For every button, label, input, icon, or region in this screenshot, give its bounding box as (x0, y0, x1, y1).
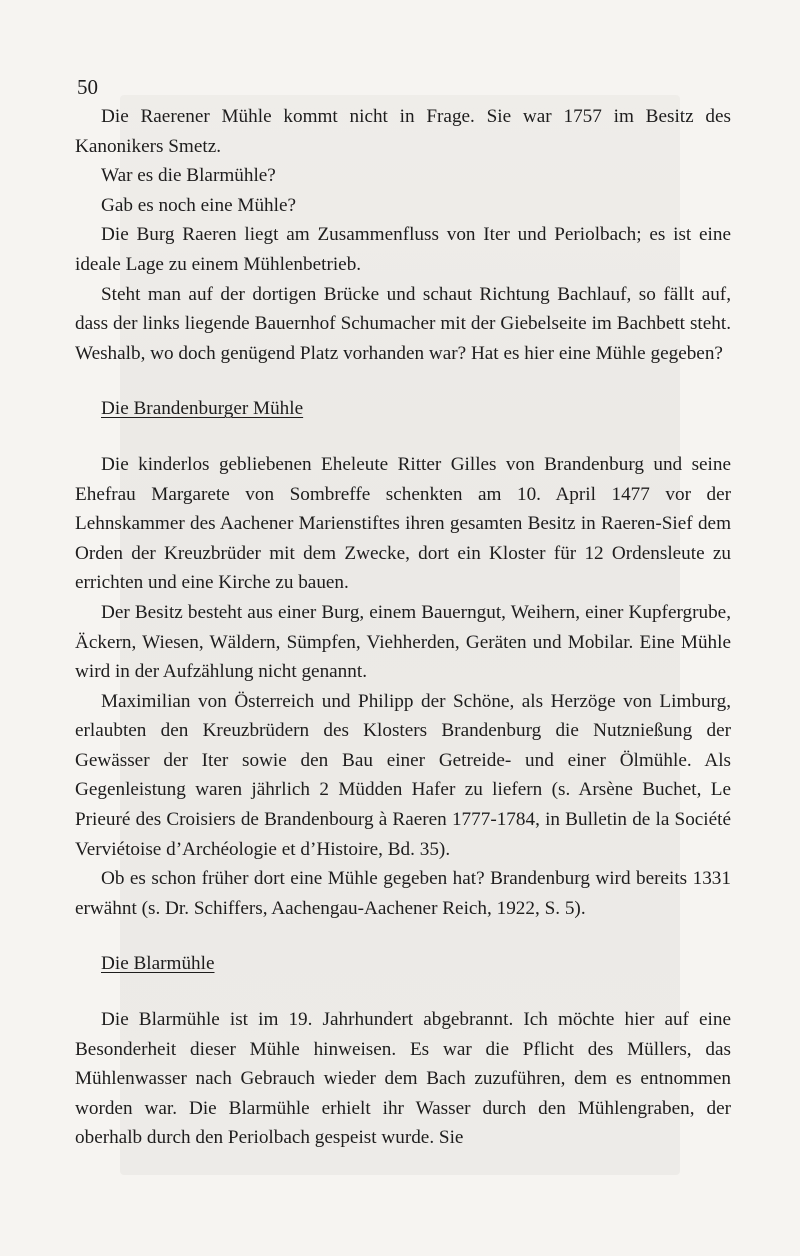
brandenburg-paragraph-2: Der Besitz besteht aus einer Burg, einem Bauerngut, Weihern, einer Kupfergrube, Äckern, Wiesen, Wäldern, Sümpfen, Viehherden, Geräten und Mobilar. Eine Mühle wird in der Aufzählung nicht genannt. (75, 601, 731, 683)
book-page (75, 72, 731, 1153)
intro-paragraph-3: Gab es noch eine Mühle? (101, 194, 297, 216)
page-number: 50 (77, 75, 98, 99)
intro-paragraph-2: War es die Blarmühle? (101, 165, 276, 187)
intro-paragraph-1: Die Raerener Mühle kommt nicht in Frage. Sie war 1757 im Besitz des Kanonikers Smetz. (75, 106, 731, 157)
brandenburg-paragraph-4: Ob es schon früher dort eine Mühle gegeben hat? Brandenburg wird bereits 1331 erwähnt (s. Dr. Schiffers, Aachengau-Aachener Reich, 1922, S. 5). (75, 868, 731, 919)
section-heading-brandenburger-muehle: Die Brandenburger Mühle (101, 398, 304, 420)
intro-paragraph-4: Die Burg Raeren liegt am Zusammenfluss von Iter und Periolbach; es ist eine ideale Lage zu einem Mühlenbetrieb. (75, 224, 731, 275)
brandenburg-paragraph-1: Die kinderlos gebliebenen Eheleute Ritter Gilles von Brandenburg und seine Ehefrau Margarete von Sombreffe schenkten am 10. April 1477 vor der Lehnskammer des Aachener Marienstiftes ihren gesamten Besitz in Raeren-Sief dem Orden der Kreuzbrüder mit dem Zwecke, dort ein Kloster für 12 Ordensleute zu errichten und eine Kirche zu bauen. (75, 453, 731, 594)
blarmuehle-paragraph-1: Die Blarmühle ist im 19. Jahrhundert abgebrannt. Ich möchte hier auf eine Besonderheit dieser Mühle hinweisen. Es war die Pflicht des Müllers, das Mühlenwasser nach Gebrauch wieder dem Bach zuzuführen, dem es entnommen worden war. Die Blarmühle erhielt ihr Wasser durch den Mühlengraben, der oberhalb durch den Periolbach gespeist wurde. Sie (75, 1009, 731, 1149)
intro-paragraph-5: Steht man auf der dortigen Brücke und schaut Richtung Bachlauf, so fällt auf, dass der links liegende Bauernhof Schumacher mit der Giebelseite im Bachbett steht. Weshalb, wo doch genügend Platz vorhanden war? Hat es hier eine Mühle gegeben? (75, 283, 731, 364)
section-heading-blarmuehle: Die Blarmühle (101, 953, 215, 975)
brandenburg-paragraph-3: Maximilian von Österreich und Philipp der Schöne, als Herzöge von Limburg, erlaubten den Kreuzbrüdern des Klosters Brandenburg die Nutznießung der Gewässer der Iter sowie den Bau einer Getreide- und einer Ölmühle. Als Gegenleistung waren jährlich 2 Müdden Hafer zu liefern (s. Arsène Buchet, Le Prieuré des Croisiers de Brandenbourg à Raeren 1777-1784, in Bulletin de la Société Verviétoise d’Archéologie et d’Histoire, Bd. 35). (75, 690, 731, 860)
